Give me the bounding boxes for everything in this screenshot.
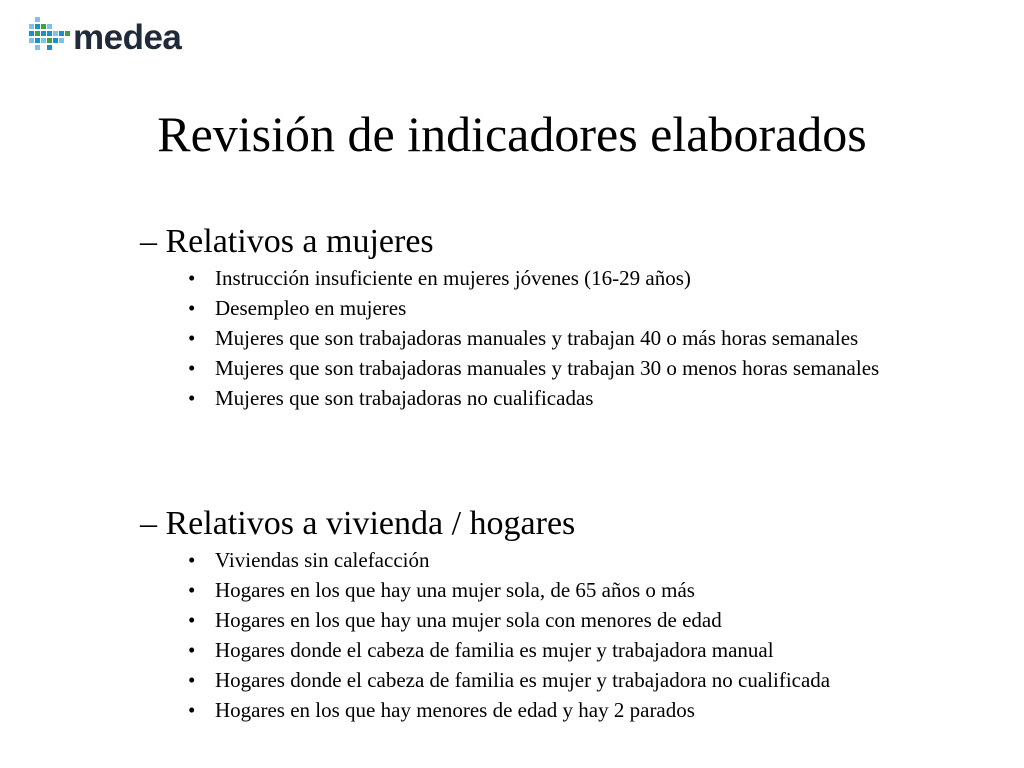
- list-item: [140, 296, 960, 321]
- list-item: [140, 386, 960, 411]
- list-item-text: Mujeres que son trabajadoras manuales y trabajan 40 o más horas semanales: [215, 326, 859, 350]
- section-housing: [140, 504, 960, 728]
- bullet-icon: •: [188, 356, 196, 380]
- bullet-icon: •: [188, 548, 196, 572]
- list-item: [140, 326, 960, 351]
- bullet-icon: •: [188, 326, 196, 350]
- list-item: [140, 698, 960, 723]
- list-item: [140, 266, 960, 291]
- bullet-icon: •: [188, 608, 196, 632]
- list-item-text: Hogares donde el cabeza de familia es mujer y trabajadora no cualificada: [215, 668, 831, 692]
- indicator-list: [140, 266, 960, 411]
- list-item: [140, 638, 960, 663]
- list-item-text: Hogares en los que hay una mujer sola, de 65 años o más: [215, 578, 695, 602]
- bullet-icon: •: [188, 638, 196, 662]
- list-item-text: Instrucción insuficiente en mujeres jóvenes (16-29 años): [215, 266, 691, 290]
- bullet-icon: •: [188, 266, 196, 290]
- medea-logo-mark-icon: [27, 15, 71, 55]
- list-item-text: Mujeres que son trabajadoras manuales y trabajan 30 o menos horas semanales: [215, 356, 880, 380]
- list-item-text: Viviendas sin calefacción: [215, 548, 430, 572]
- bullet-icon: •: [188, 698, 196, 722]
- bullet-icon: •: [188, 578, 196, 602]
- list-item: [140, 608, 960, 633]
- bullet-icon: •: [188, 668, 196, 692]
- indicator-list: [140, 548, 960, 723]
- list-item: [140, 356, 960, 381]
- slide-title: Revisión de indicadores elaborados: [157, 106, 867, 162]
- bullet-icon: •: [188, 296, 196, 320]
- section-heading: – Relativos a mujeres: [140, 223, 434, 260]
- list-item-text: Desempleo en mujeres: [215, 296, 407, 320]
- bullet-icon: •: [188, 386, 196, 410]
- medea-logo: [27, 12, 181, 58]
- list-item: [140, 578, 960, 603]
- list-item-text: Hogares en los que hay menores de edad y hay 2 parados: [215, 698, 695, 722]
- logo-wordmark: medea: [73, 17, 182, 57]
- list-item-text: Hogares donde el cabeza de familia es mujer y trabajadora manual: [215, 638, 774, 662]
- list-item-text: Hogares en los que hay una mujer sola con menores de edad: [215, 608, 722, 632]
- list-item-text: Mujeres que son trabajadoras no cualificadas: [215, 386, 594, 410]
- section-heading: – Relativos a vivienda / hogares: [140, 505, 576, 542]
- section-women: [140, 222, 960, 416]
- list-item: [140, 548, 960, 573]
- list-item: [140, 668, 960, 693]
